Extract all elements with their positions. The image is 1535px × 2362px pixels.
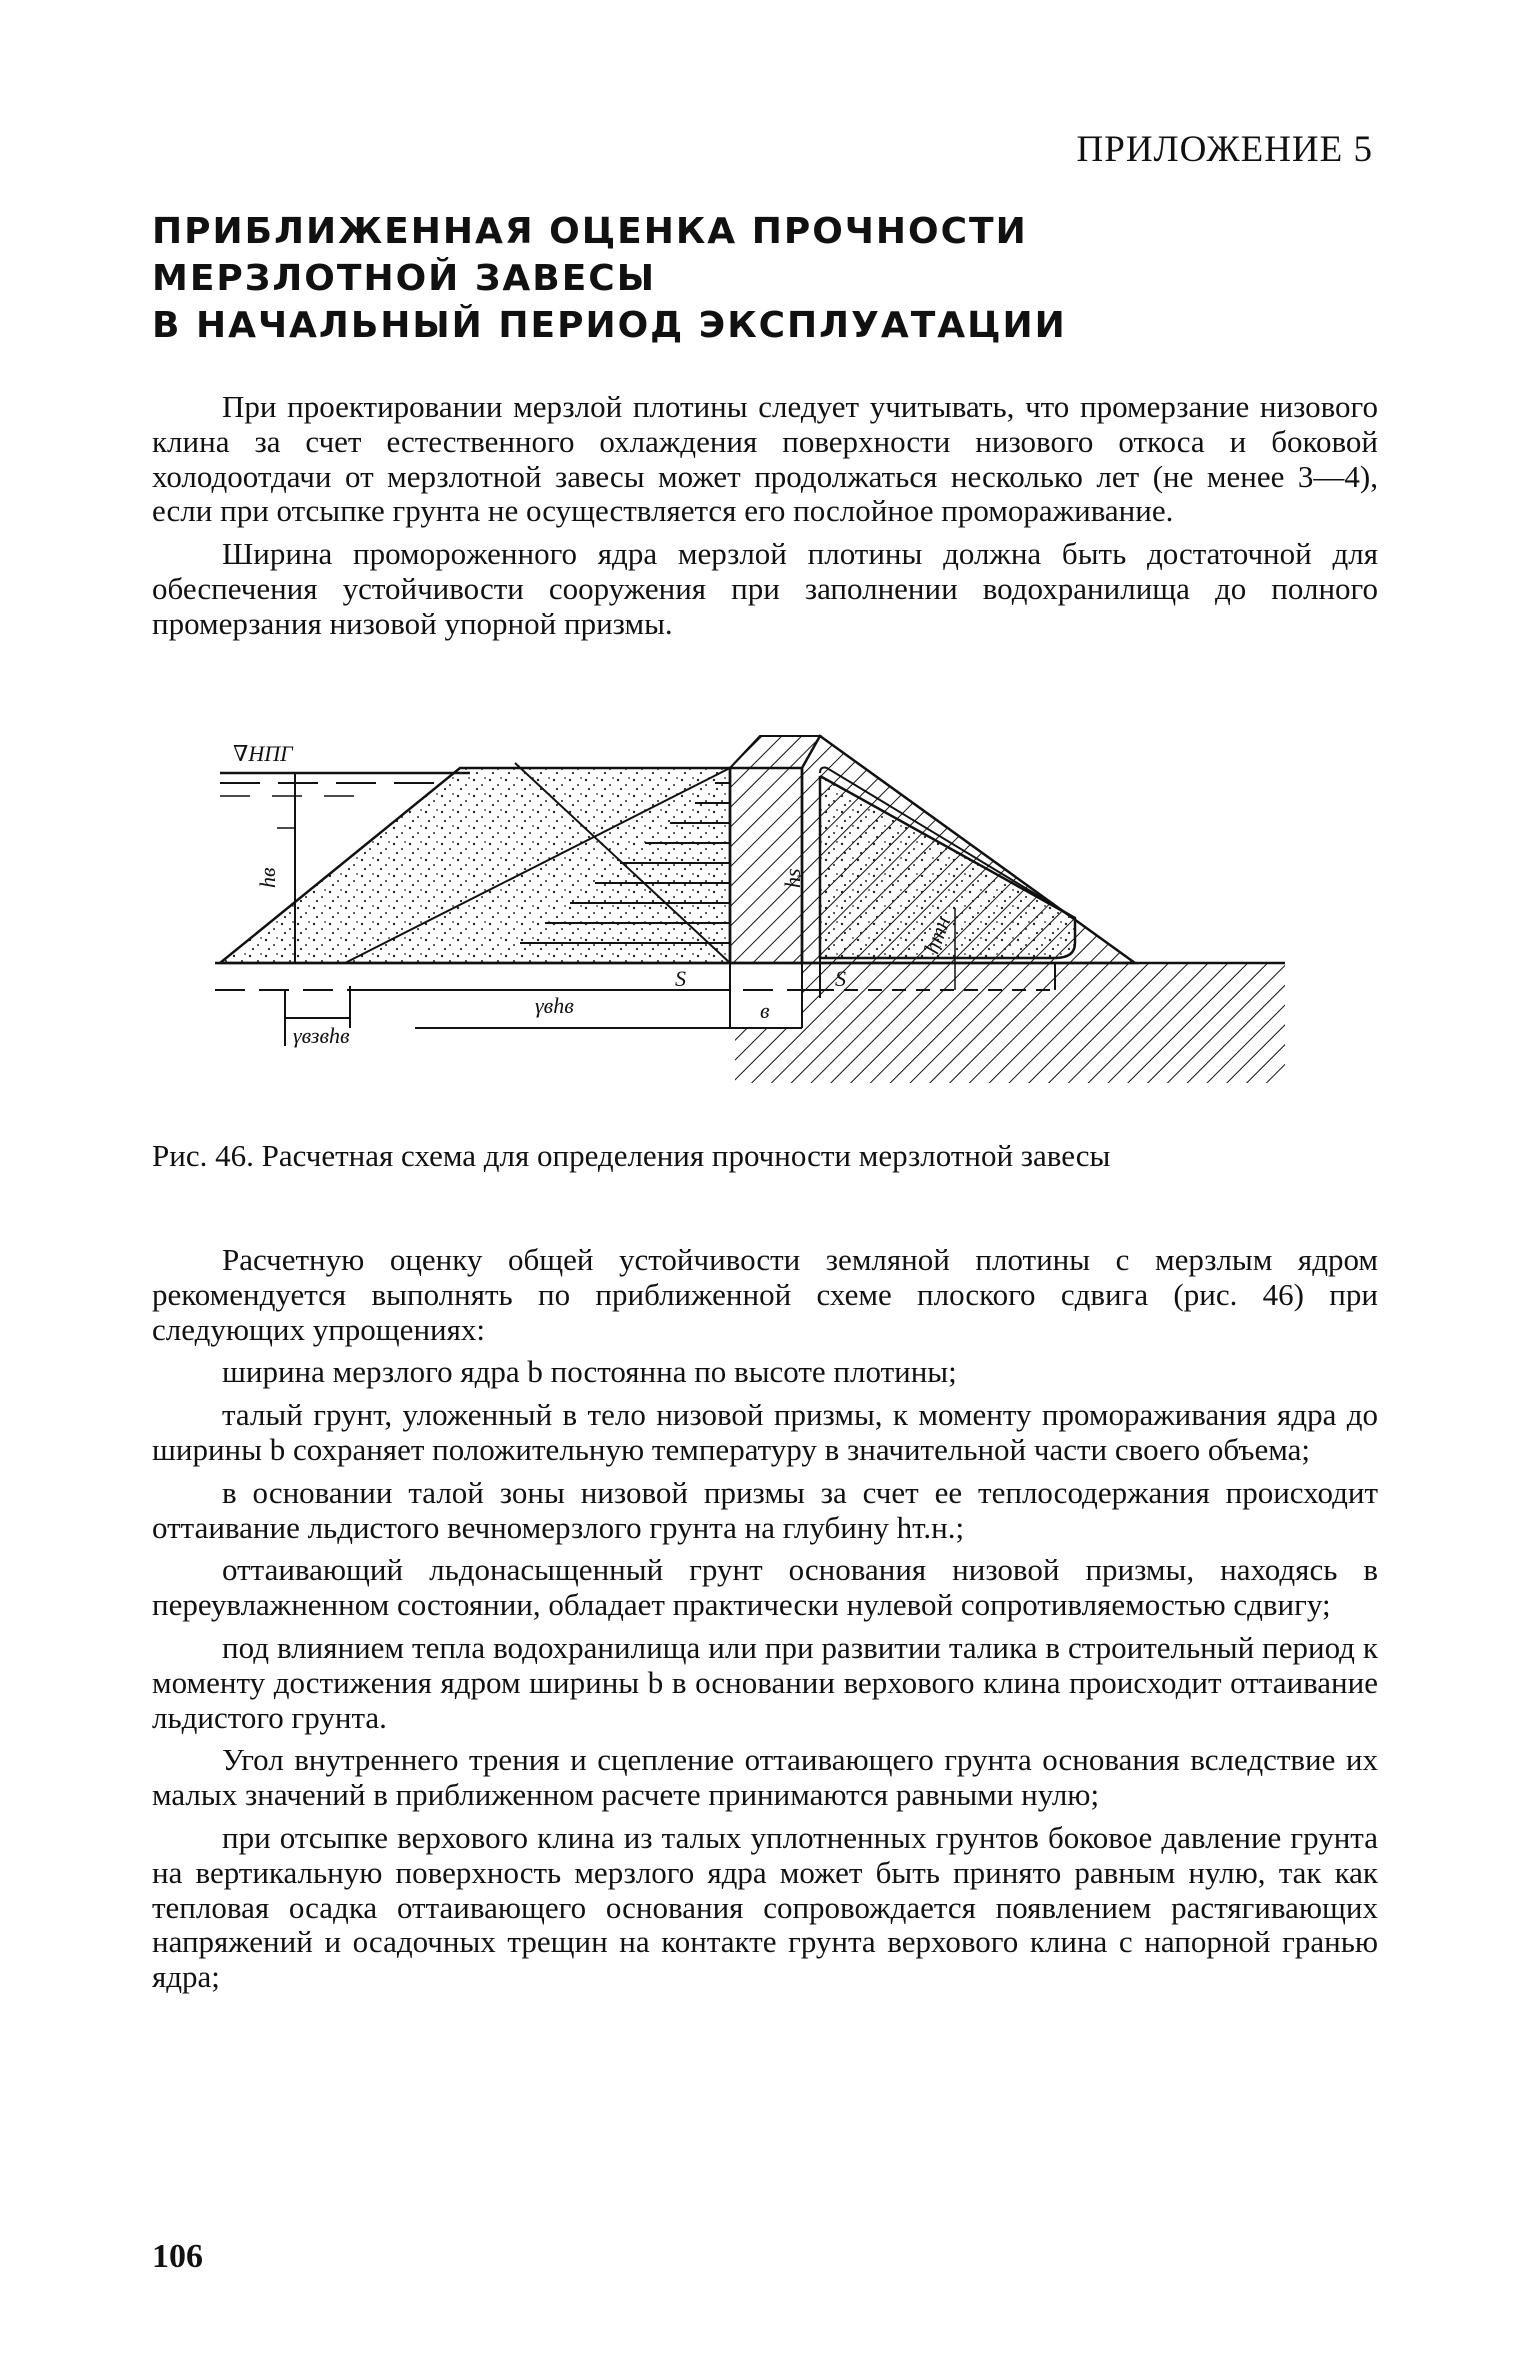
appendix-label: ПРИЛОЖЕНИЕ 5 — [1076, 129, 1373, 170]
s-label-left: S — [675, 966, 686, 991]
body-paragraph-3: талый грунт, уложенный в тело низовой призмы, к моменту промораживания ядра до ширины b сохраняет положительную температуру в значительной части своего объема; — [152, 1397, 1378, 1467]
body-paragraph-1: Расчетную оценку общей устойчивости земляной плотины с мерзлым ядром рекомендуется выполнять по приближенной схеме плоского сдвига (рис. 46) при следующих упрощениях: — [152, 1242, 1378, 1347]
hs-label: hs — [780, 868, 805, 888]
s-label-right: S — [835, 966, 846, 991]
title-line-3: В НАЧАЛЬНЫЙ ПЕРИОД ЭКСПЛУАТАЦИИ — [152, 305, 1067, 346]
dam-diagram — [215, 728, 1305, 1088]
b-label: в — [760, 998, 770, 1023]
body-paragraph-6: под влиянием тепла водохранилища или при развитии талика в строительный период к моменту достижения ядром ширины b в основании верхового клина происходит оттаивание льдистого грунта. — [152, 1629, 1378, 1735]
title-line-1: ПРИБЛИЖЕННАЯ ОЦЕНКА ПРОЧНОСТИ — [152, 211, 1028, 252]
body-paragraph-2: ширина мерзлого ядра b постоянна по высоте плотины; — [222, 1354, 957, 1390]
htn-label: hтн — [918, 912, 956, 957]
body-paragraph-4: в основании талой зоны низовой призмы за счет ее теплосодержания происходит оттаивание льдистого вечномерзлого грунта на глубину hт.н.; — [152, 1474, 1378, 1545]
page-number: 106 — [152, 2238, 203, 2275]
npg-label: ∇НПГ — [233, 741, 293, 766]
frozen-core — [730, 768, 802, 963]
body-paragraph-5: оттаивающий льдонасыщенный грунт основания низовой призмы, находясь в переувлажненном состоянии, обладает практически нулевой сопротивляемостью сдвигу; — [152, 1552, 1378, 1623]
gamma-hv-label: γвhв — [535, 993, 574, 1018]
intro-paragraph-1: При проектировании мерзлой плотины следует учитывать, что промерзание низового клина за счет естественного охлаждения поверхности низового откоса и боковой холодоотдачи от мерзлотной завесы может продолжаться несколько лет (не менее 3—4), если при отсыпке грунта не осуществляется его послойное промораживание. — [152, 389, 1378, 529]
body-paragraph-7: Угол внутреннего трения и сцепление оттаивающего грунта основания вследствие их малых значений в приближенном расчете принимаются равными нулю; — [152, 1742, 1378, 1813]
gamma-vzv-label: γвзвhв — [293, 1023, 350, 1048]
section-title — [152, 208, 1067, 349]
hv-label: hв — [255, 867, 280, 888]
title-line-2: МЕРЗЛОТНОЙ ЗАВЕСЫ — [152, 258, 657, 299]
body-paragraph-8: при отсыпке верхового клина из талых уплотненных грунтов боковое давление грунта на вертикальную поверхность мерзлого ядра может быть принято равным нулю, так как тепловая осадка оттаивающего основания сопровождается появлением растягивающих напряжений и осадочных трещин на контакте грунта верхового клина с напорной гранью ядра; — [152, 1819, 1378, 1995]
intro-paragraph-2: Ширина проморoженного ядра мерзлой плотины должна быть достаточной для обеспечения устойчивости сооружения при заполнении водохранилища до полного промерзания низовой упорной призмы. — [152, 536, 1378, 641]
body-text — [152, 1243, 1378, 2003]
figure-caption: Рис. 46. Расчетная схема для определения прочности мерзлотной завесы — [152, 1138, 1111, 1173]
intro-text — [152, 390, 1378, 650]
